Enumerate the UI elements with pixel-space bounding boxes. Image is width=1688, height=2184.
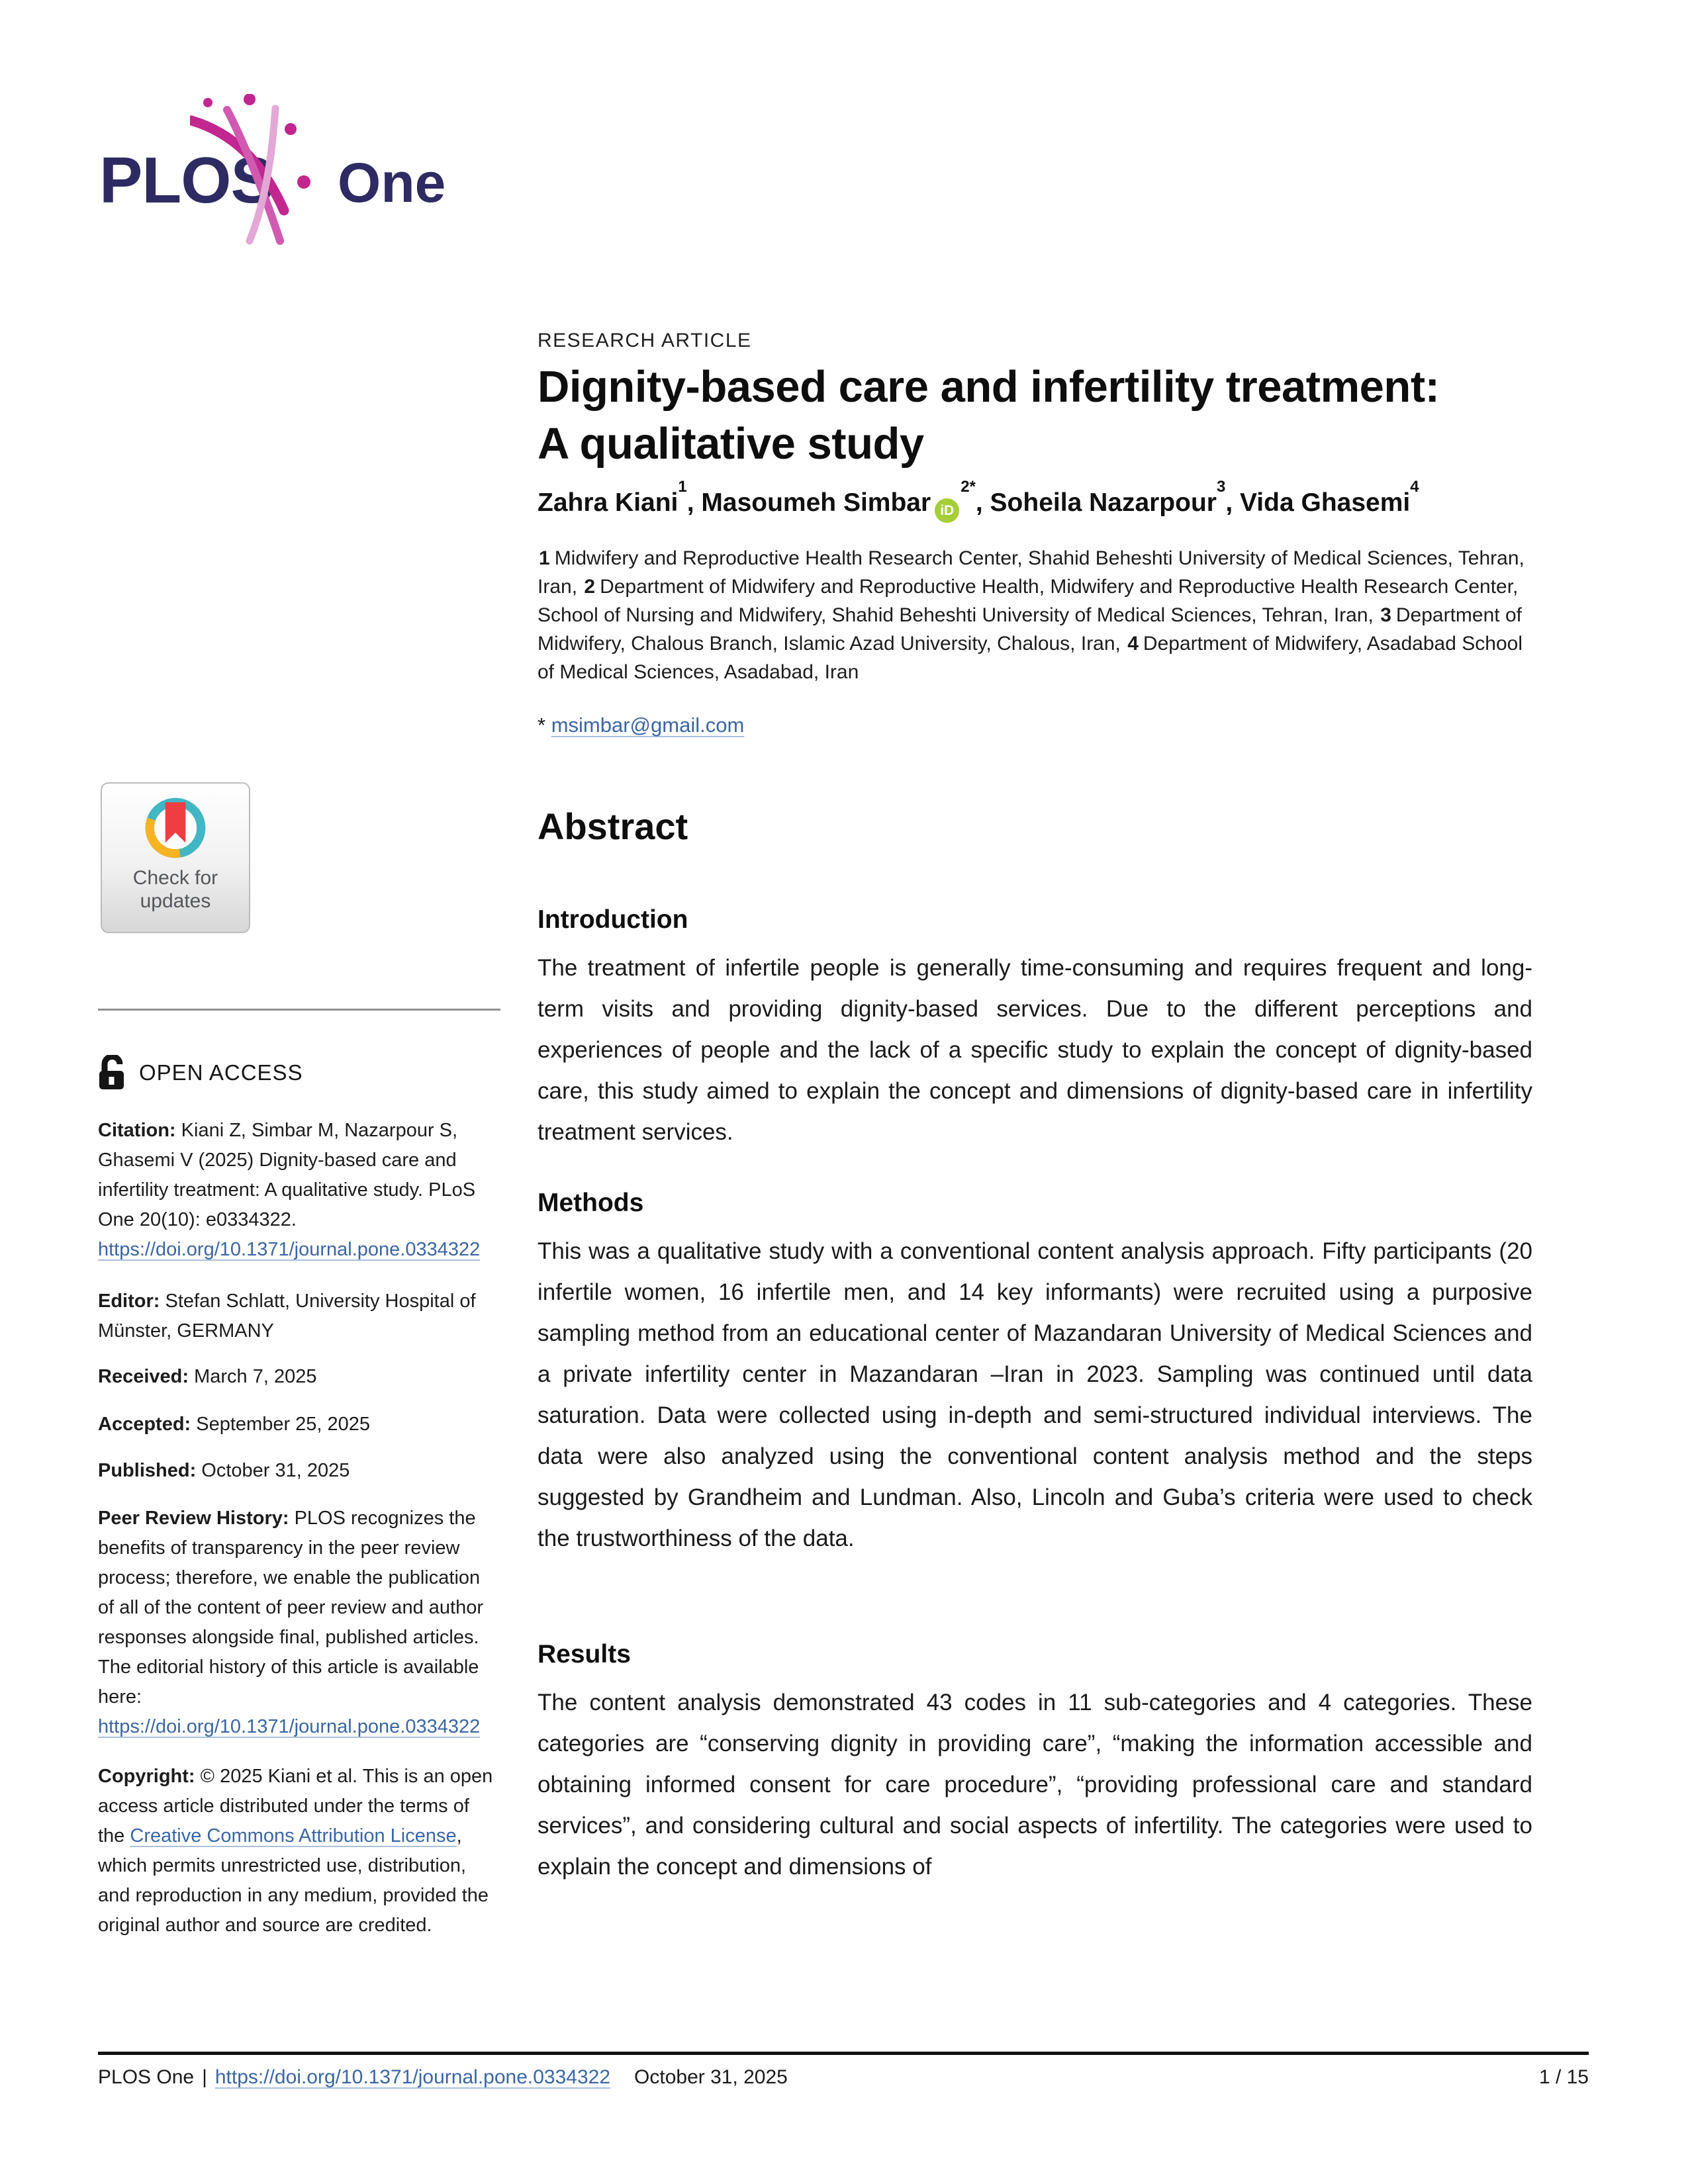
author-affiliation-sup: 1 xyxy=(678,478,687,496)
author-name: , Masoumeh Simbar xyxy=(686,488,931,517)
editor-label: Editor: xyxy=(98,1291,160,1312)
peer-review-history-block xyxy=(98,1504,500,1742)
published-date: October 31, 2025 xyxy=(201,1460,350,1481)
affiliations xyxy=(538,544,1532,686)
citation-block xyxy=(98,1116,500,1265)
title-line-2: A qualitative study xyxy=(538,419,924,469)
footer-separator: | xyxy=(202,2066,207,2088)
check-updates-label: Check for updates xyxy=(132,867,218,912)
affiliation-number: 3 xyxy=(1380,604,1391,626)
correspondence-line xyxy=(538,713,1532,737)
peer-review-label: Peer Review History: xyxy=(98,1508,289,1529)
editor-text: Stefan Schlatt, University Hospital of Münster, GERMANY xyxy=(98,1291,476,1342)
author-name: , Vida Ghasemi xyxy=(1225,488,1411,517)
affiliation-text: Department of Midwifery and Reproductive Health, Midwifery and Reproductive Health Research Center, School of Nursing and Midwifery, Shahid Beheshti University of Medical Sciences, Tehran, Iran, xyxy=(538,576,1519,626)
affiliation-text: Department of Midwifery, Chalous Branch, Islamic Azad University, Chalous, Iran, xyxy=(538,604,1522,655)
peer-review-doi-link[interactable]: https://doi.org/10.1371/journal.pone.0334322 xyxy=(98,1716,481,1737)
section-heading-methods: Methods xyxy=(538,1189,644,1217)
accepted-date: September 25, 2025 xyxy=(196,1414,371,1435)
received-label: Received: xyxy=(98,1366,189,1387)
open-access-row xyxy=(98,1055,303,1091)
correspondence-marker: * xyxy=(538,713,546,737)
plos-logo-swash-icon xyxy=(190,94,312,248)
citation-label: Citation: xyxy=(98,1120,176,1141)
author-affiliation-sup: 3 xyxy=(1216,478,1226,496)
page-title xyxy=(538,359,1532,473)
footer-journal: PLOS One xyxy=(98,2066,195,2088)
author-name: , Soheila Nazarpour xyxy=(975,488,1217,517)
copyright-block xyxy=(98,1762,500,1940)
affiliation-number: 2 xyxy=(584,576,596,598)
author-name: Zahra Kiani xyxy=(538,488,679,517)
sidebar-divider xyxy=(98,1009,500,1011)
footer-doi-link[interactable]: https://doi.org/10.1371/journal.pone.0334322 xyxy=(214,2066,611,2088)
footer-rule xyxy=(98,2052,1589,2055)
section-paragraph-introduction: The treatment of infertile people is generally time-consuming and requires frequent and long-term visits and providing dignity-based services. Due to the different perceptions and experiences of people and the lack of a specific study to explain the concept of dignity-based care, this study aimed to explain the concept and dimensions of dignity-based care in infertility treatment services. xyxy=(538,955,1532,1145)
affiliation-text: Midwifery and Reproductive Health Research Center, Shahid Beheshti University of Medical Sciences, Tehran, Iran, xyxy=(538,547,1524,598)
author-affiliation-sup: 4 xyxy=(1410,478,1419,496)
open-access-label: OPEN ACCESS xyxy=(139,1060,303,1085)
published-label: Published: xyxy=(98,1460,197,1481)
affiliation-number: 1 xyxy=(539,547,550,569)
copyright-text-after: , which permits unrestricted use, distribution, and reproduction in any medium, provided the original author and source are credited. xyxy=(98,1825,489,1936)
kicker: RESEARCH ARTICLE xyxy=(538,330,752,351)
received-block xyxy=(98,1362,500,1392)
section-paragraph-results: The content analysis demonstrated 43 codes in 11 sub-categories and 4 categories. These categories are “conserving dignity in providing care”, “making the information accessible and obtaining informed consent for care procedure”, “providing professional care and standard services”, and considering cultural and social aspects of infertility. The categories were used to explain the concept and dimensions of xyxy=(538,1690,1532,1880)
plos-one-logo xyxy=(99,93,470,255)
editor-block xyxy=(98,1287,500,1346)
correspondence-email-link[interactable]: msimbar@gmail.com xyxy=(551,713,745,737)
published-block xyxy=(98,1456,500,1486)
affiliation-text: Department of Midwifery, Asadabad School of Medical Sciences, Asadabad, Iran xyxy=(538,633,1523,683)
cc-license-link[interactable]: Creative Commons Attribution License xyxy=(130,1825,457,1846)
citation-text: Kiani Z, Simbar M, Nazarpour S, Ghasemi V (2025) Dignity-based care and infertility treatment: A qualitative study. PLoS One 20(10): e0334322. xyxy=(98,1120,476,1230)
authors-line xyxy=(538,478,1532,523)
peer-review-text: PLOS recognizes the benefits of transparency in the peer review process; therefore, we enable the publication of all of the content of peer review and author responses alongside final, published articles. The editorial history of this article is available here: xyxy=(98,1508,483,1707)
open-lock-icon xyxy=(98,1055,128,1091)
orcid-icon[interactable]: iD xyxy=(935,498,959,523)
section-paragraph-methods: This was a qualitative study with a conventional content analysis approach. Fifty participants (20 infertile women, 16 infertile men, and 14 key informants) were recruited using a purposive sampling method from an educational center of Mazandaran University of Medical Sciences and a private infertility center in Mazandaran –Iran in 2023. Sampling was continued until data saturation. Data were collected using in-depth and semi-structured individual interviews. The data were also analyzed using the conventional content analysis method and the steps suggested by Grandheim and Lundman. Also, Lincoln and Guba’s criteria were used to check the trustworthiness of the data. xyxy=(538,1238,1532,1551)
accepted-label: Accepted: xyxy=(98,1414,191,1435)
check-for-updates-badge[interactable] xyxy=(101,782,250,933)
copyright-text: © 2025 Kiani et al. This is an open access article distributed under the terms of the xyxy=(98,1766,493,1846)
copyright-label: Copyright: xyxy=(98,1766,195,1787)
citation-doi-link[interactable]: https://doi.org/10.1371/journal.pone.0334322 xyxy=(98,1239,481,1260)
title-line-1: Dignity-based care and infertility treatment: xyxy=(538,362,1440,412)
author-affiliation-sup: 2* xyxy=(961,478,976,496)
footer-date: October 31, 2025 xyxy=(634,2066,788,2088)
footer xyxy=(98,2066,1589,2089)
abstract-heading: Abstract xyxy=(538,805,688,847)
affiliation-number: 4 xyxy=(1127,633,1139,655)
accepted-block xyxy=(98,1410,500,1439)
section-heading-introduction: Introduction xyxy=(538,905,688,934)
plos-one-journal-text: One xyxy=(338,152,446,214)
section-heading-results: Results xyxy=(538,1640,631,1668)
crossmark-icon xyxy=(140,793,211,863)
received-date: March 7, 2025 xyxy=(194,1366,317,1387)
plos-logo-text: PLOS xyxy=(99,144,273,216)
footer-page-number: 1 / 15 xyxy=(1538,2066,1589,2088)
